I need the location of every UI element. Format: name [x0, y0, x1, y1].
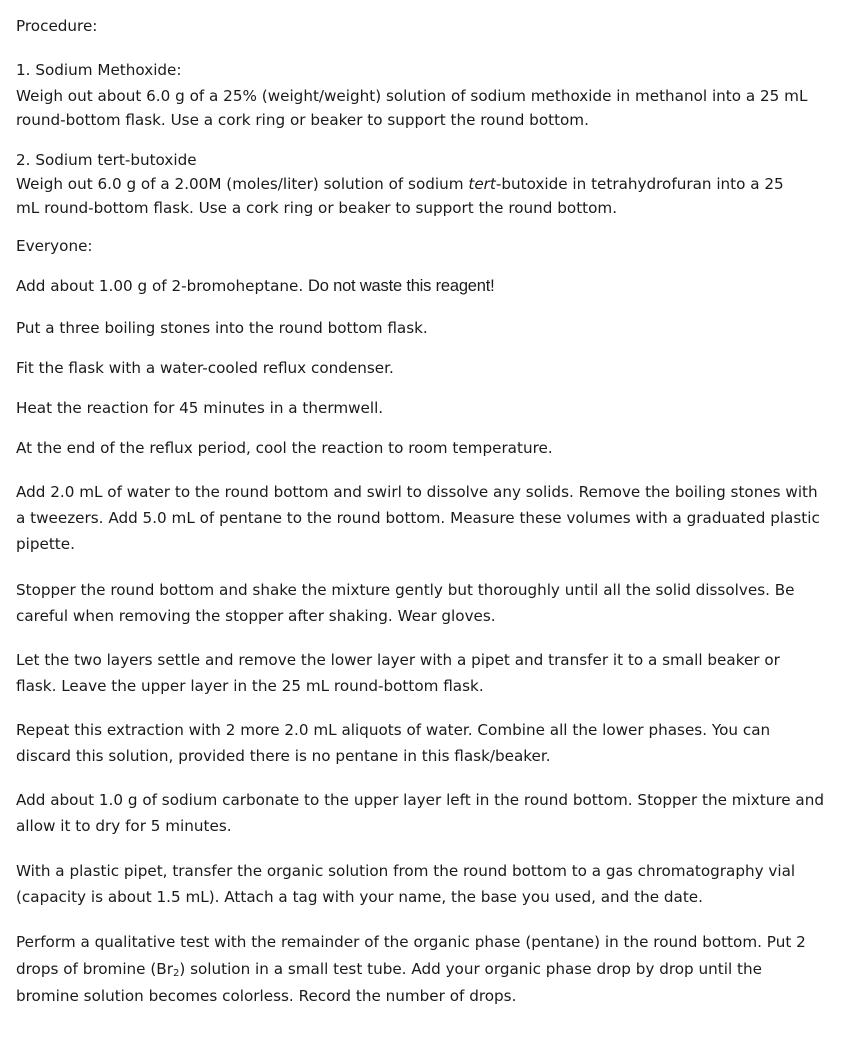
paragraph-sodium-carbonate: Add about 1.0 g of sodium carbonate to the upper layer left in the round bottom. Stopper the mixture and allow it to dry for 5 minutes.: [16, 791, 825, 835]
paragraph-add-water: Add 2.0 mL of water to the round bottom and swirl to dissolve any solids. Remove the boiling stones with a tweezers. Add 5.0 mL of pentane to the round bottom. Measure these volumes with a graduated plastic pipette.: [16, 483, 820, 553]
procedure-heading: Procedure:: [16, 17, 98, 35]
paragraph-stopper: Stopper the round bottom and shake the mixture gently but thoroughly until all the solid dissolves. Be careful when removing the stopper after shaking. Wear gloves.: [16, 581, 795, 625]
bromine-test-text-after: ) solution in a small test tube. Add your organic phase drop by drop until the bromine solution becomes colorless. Record the number of drops.: [16, 960, 762, 1005]
method2-line1-before: Weigh out 6.0 g of a 2.00M (moles/liter) solution of sodium: [16, 175, 469, 193]
method2-line1: [16, 174, 784, 194]
bromine-test-text-before: Perform a qualitative test with the remainder of the organic phase (pentane) in the round bottom. Put 2 drops of bromine (Br: [16, 933, 806, 978]
method2-line1-italic: tert: [468, 175, 496, 193]
paragraph-bromine-test: [16, 929, 824, 1010]
step-stones: Put a three boiling stones into the round bottom flask.: [16, 319, 428, 337]
method2-line2: mL round-bottom flask. Use a cork ring or beaker to support the round bottom.: [16, 199, 618, 217]
reagent-warning: Do not waste this reagent!: [308, 277, 495, 295]
step-reagent-text: Add about 1.00 g of 2-bromoheptane.: [16, 277, 304, 295]
method1-title: 1. Sodium Methoxide:: [16, 61, 182, 79]
step-cool: At the end of the reflux period, cool the reaction to room temperature.: [16, 439, 553, 457]
paragraph-layers: Let the two layers settle and remove the lower layer with a pipet and transfer it to a small beaker or flask. Leave the upper layer in the 25 mL round-bottom flask.: [16, 651, 780, 695]
method1-line2: round-bottom flask. Use a cork ring or beaker to support the round bottom.: [16, 111, 589, 129]
method2-line1-after: -butoxide in tetrahydrofuran into a 25: [495, 175, 784, 193]
method2-title: 2. Sodium tert-butoxide: [16, 151, 197, 169]
everyone-heading: Everyone:: [16, 237, 93, 255]
bromine-subscript: 2: [172, 968, 180, 979]
step-heat: Heat the reaction for 45 minutes in a thermwell.: [16, 399, 384, 417]
step-reagent: [16, 276, 495, 296]
step-condenser: Fit the flask with a water-cooled reflux condenser.: [16, 359, 394, 377]
paragraph-gc-vial: With a plastic pipet, transfer the organic solution from the round bottom to a gas chromatography vial (capacity is about 1.5 mL). Attach a tag with your name, the base you used, and the date.: [16, 862, 796, 906]
paragraph-repeat-extraction: Repeat this extraction with 2 more 2.0 mL aliquots of water. Combine all the lower phases. You can discard this solution, provided there is no pentane in this flask/beaker.: [16, 721, 771, 765]
method1-line1: Weigh out about 6.0 g of a 25% (weight/weight) solution of sodium methoxide in methanol into a 25 mL: [16, 87, 808, 105]
